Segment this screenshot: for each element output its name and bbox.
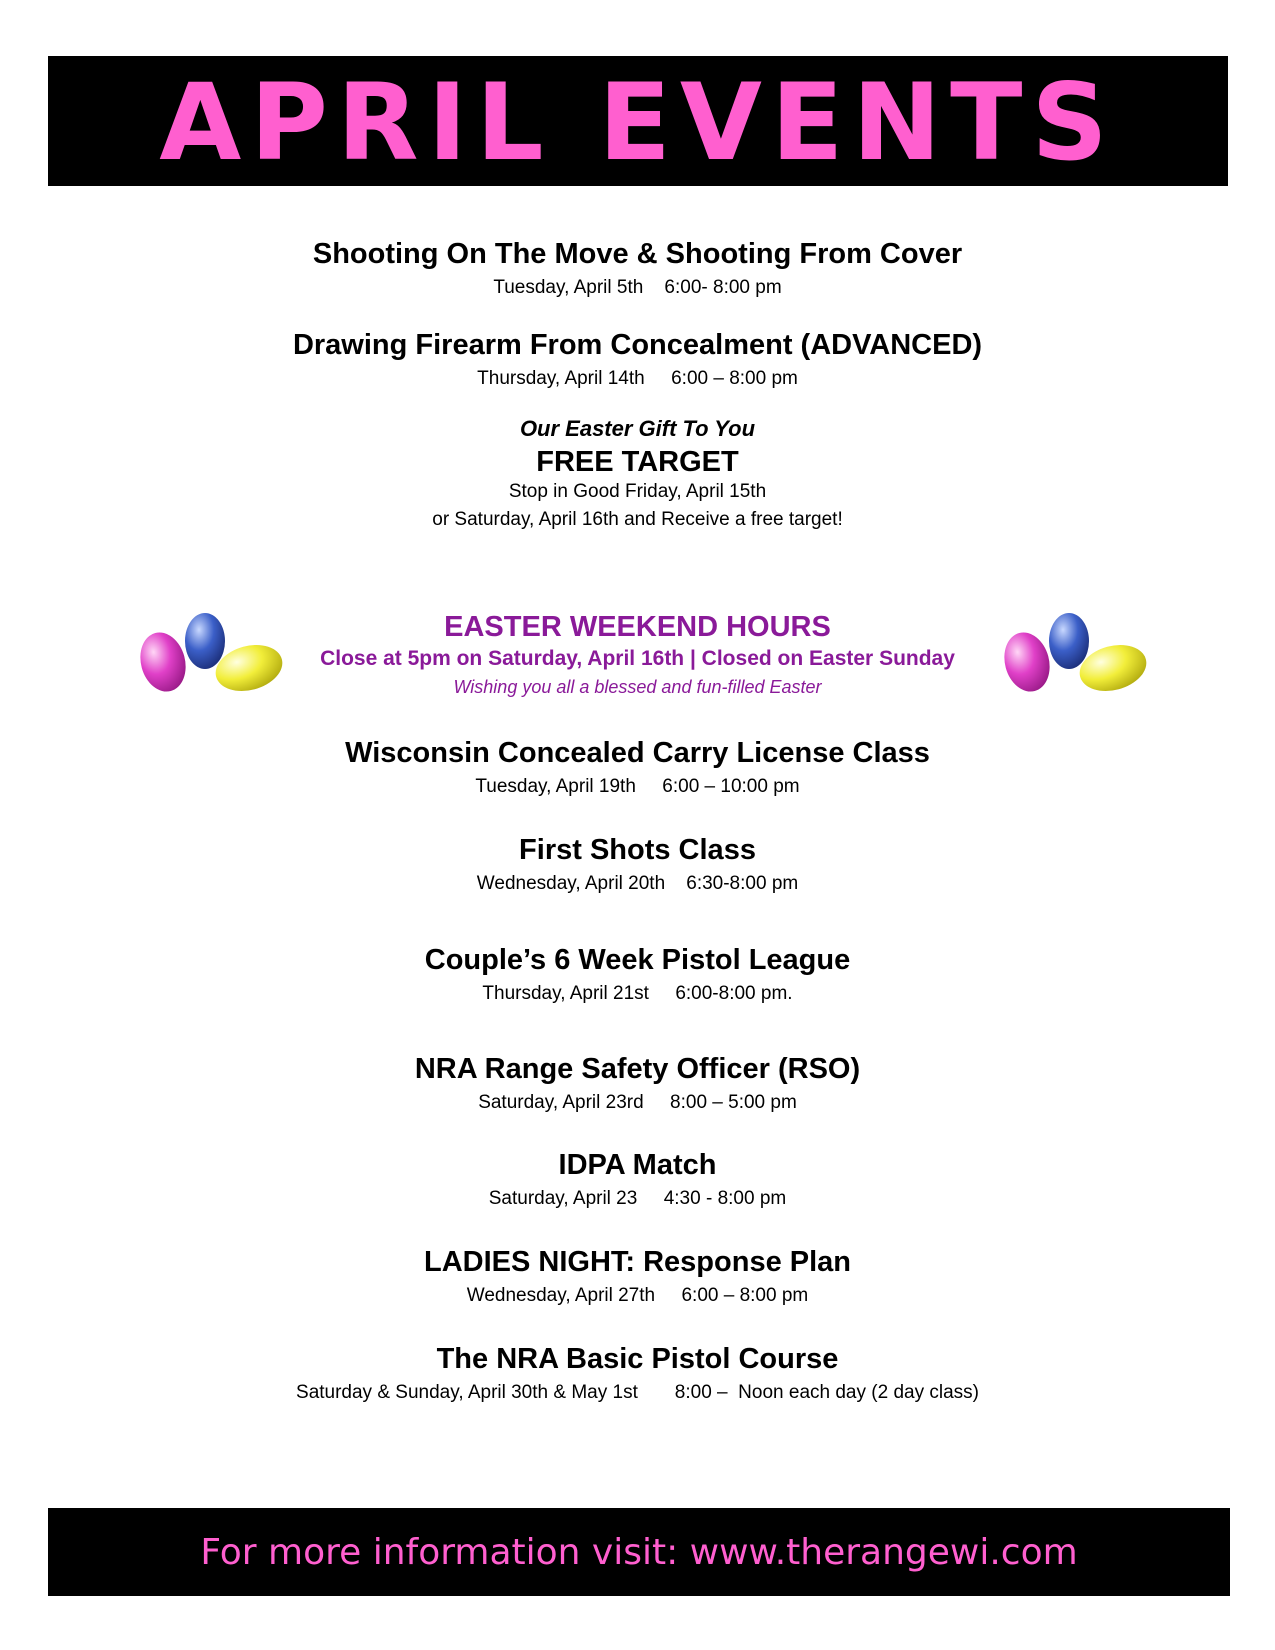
event-ladies-night — [0, 1245, 1275, 1309]
event-title: First Shots Class — [519, 834, 756, 866]
easter-hours-detail: Close at 5pm on Saturday, April 16th | Closed on Easter Sunday — [320, 647, 955, 670]
easter-hours-title: EASTER WEEKEND HOURS — [444, 611, 831, 643]
event-title: Wisconsin Concealed Carry License Class — [345, 737, 930, 769]
footer-info-link[interactable]: For more information visit: www.therangewi.com — [200, 1531, 1078, 1573]
event-date: Thursday, April 21st 6:00-8:00 pm. — [482, 983, 793, 1004]
gift-title: FREE TARGET — [536, 446, 739, 478]
event-date: Tuesday, April 19th 6:00 – 10:00 pm — [475, 776, 800, 797]
footer-banner — [48, 1508, 1230, 1596]
event-date: Tuesday, April 5th 6:00- 8:00 pm — [493, 277, 782, 298]
event-drawing-firearm — [0, 328, 1275, 392]
header-banner — [48, 56, 1228, 186]
event-range-safety-officer — [0, 1052, 1275, 1116]
event-date: Thursday, April 14th 6:00 – 8:00 pm — [477, 368, 798, 389]
event-title: Drawing Firearm From Concealment (ADVANCED) — [292, 329, 983, 361]
event-date: Wednesday, April 20th 6:30-8:00 pm — [476, 873, 799, 894]
event-date: Saturday & Sunday, April 30th & May 1st 8:00 – Noon each day (2 day class) — [296, 1382, 979, 1403]
event-title: The NRA Basic Pistol Course — [436, 1343, 839, 1375]
easter-hours-section — [0, 610, 1275, 700]
event-title: Shooting On The Move & Shooting From Cover — [312, 238, 963, 270]
event-pistol-league — [0, 943, 1275, 1007]
event-date: Wednesday, April 27th 6:00 – 8:00 pm — [466, 1285, 809, 1306]
event-shooting-on-the-move — [0, 237, 1275, 301]
event-basic-pistol — [0, 1342, 1275, 1406]
event-concealed-carry — [0, 736, 1275, 800]
event-title: Couple’s 6 Week Pistol League — [424, 944, 851, 976]
event-first-shots — [0, 833, 1275, 897]
easter-gift-section — [0, 415, 1275, 533]
page-title: APRIL EVENTS — [159, 61, 1117, 184]
event-date: Saturday, April 23 4:30 - 8:00 pm — [488, 1188, 787, 1209]
gift-intro: Our Easter Gift To You — [519, 416, 756, 441]
event-title: LADIES NIGHT: Response Plan — [423, 1246, 851, 1278]
gift-line-1: Stop in Good Friday, April 15th — [508, 481, 767, 502]
event-title: NRA Range Safety Officer (RSO) — [414, 1053, 861, 1085]
easter-wish: Wishing you all a blessed and fun-filled Easter — [453, 677, 822, 697]
event-idpa-match — [0, 1148, 1275, 1212]
event-date: Saturday, April 23rd 8:00 – 5:00 pm — [478, 1092, 797, 1113]
gift-line-2: or Saturday, April 16th and Receive a free target! — [432, 509, 843, 530]
event-title: IDPA Match — [558, 1149, 717, 1181]
